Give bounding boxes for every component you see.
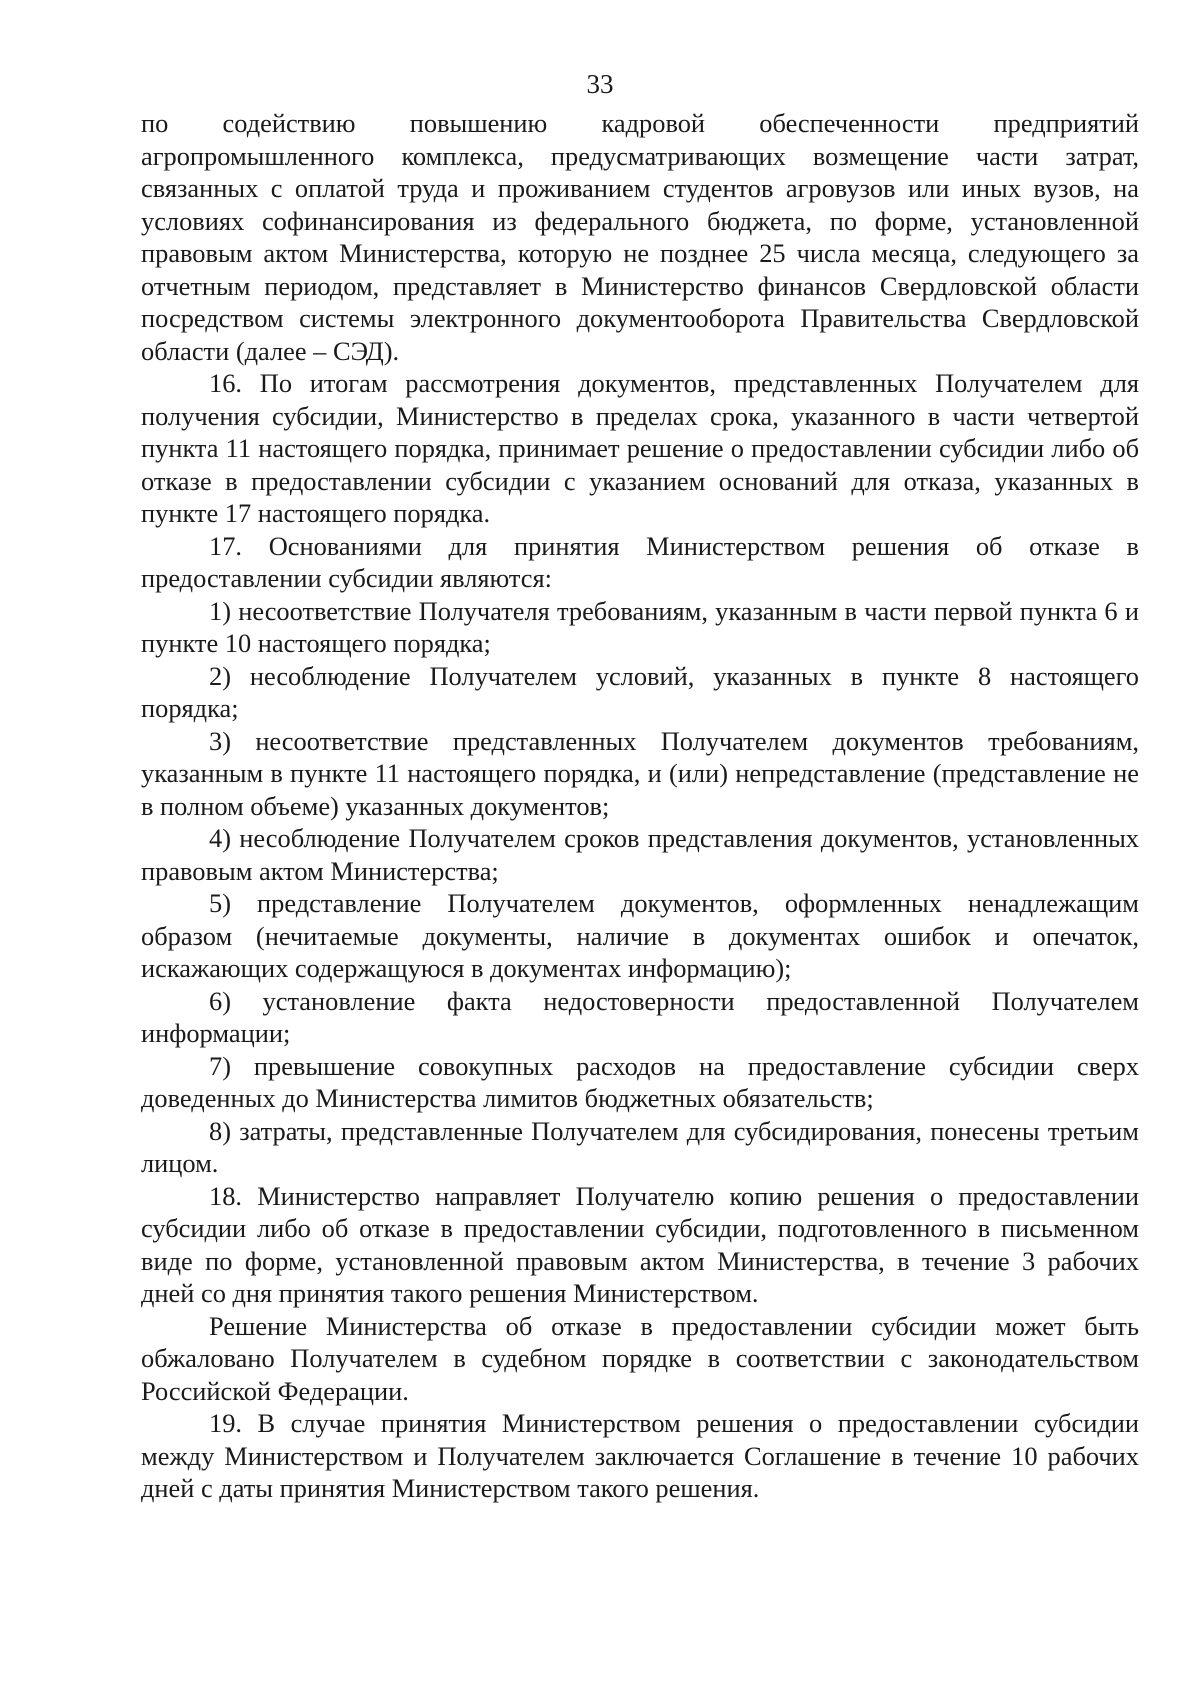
paragraph-clause-19: 19. В случае принятия Министерством решения о предоставлении субсидии между Министерством и Получателем заключается Соглашение в течение 10 рабочих дней с даты принятия Министерством такого решения.	[141, 1408, 1139, 1503]
paragraph-clause-17: 17. Основаниями для принятия Министерством решения об отказе в предоставлении субсидии являются:	[141, 530, 1139, 593]
list-item-8: 8) затраты, представленные Получателем для субсидирования, понесены третьим лицом.	[141, 1115, 1139, 1178]
paragraph-clause-16: 16. По итогам рассмотрения документов, представленных Получателем для получения субсидии, Министерство в пределах срока, указанного в части четвертой пункта 11 настоящего порядка, принимает решение о предоставлении субсидии либо об отказе в предоставлении субсидии с указанием оснований для отказа, указанных в пункте 17 настоящего порядка.	[141, 368, 1139, 528]
document-body	[141, 107, 1139, 1505]
paragraph-continuation: по содействию повышению кадровой обеспеченности предприятий агропромышленного комплекса, предусматривающих возмещение части затрат, связанных с оплатой труда и проживанием студентов агровузов или иных вузов, на условиях софинансирования из федерального бюджета, по форме, установленной правовым актом Министерства, которую не позднее 25 числа месяца, следующего за отчетным периодом, представляет в Министерство финансов Свердловской области посредством системы электронного документооборота Правительства Свердловской области (далее – СЭД).	[141, 108, 1139, 366]
list-item-1: 1) несоответствие Получателя требованиям, указанным в части первой пункта 6 и пункте 10 настоящего порядка;	[141, 595, 1139, 658]
page-number: 33	[586, 69, 614, 99]
list-item-7: 7) превышение совокупных расходов на предоставление субсидии сверх доведенных до Министерства лимитов бюджетных обязательств;	[141, 1050, 1139, 1113]
list-item-2: 2) несоблюдение Получателем условий, указанных в пункте 8 настоящего порядка;	[141, 660, 1139, 723]
list-item-6: 6) установление факта недостоверности предоставленной Получателем информации;	[141, 985, 1139, 1048]
paragraph-appeal: Решение Министерства об отказе в предоставлении субсидии может быть обжаловано Получателем в судебном порядке в соответствии с законодательством Российской Федерации.	[141, 1310, 1139, 1406]
paragraph-clause-18: 18. Министерство направляет Получателю копию решения о предоставлении субсидии либо об отказе в предоставлении субсидии, подготовленного в письменном виде по форме, установленной правовым актом Министерства, в течение 3 рабочих дней со дня принятия такого решения Министерством.	[141, 1180, 1139, 1308]
list-item-5: 5) представление Получателем документов, оформленных ненадлежащим образом (нечитаемые документы, наличие в документах ошибок и опечаток, искажающих содержащуюся в документах информацию);	[141, 888, 1139, 983]
list-item-4: 4) несоблюдение Получателем сроков представления документов, установленных правовым актом Министерства;	[141, 823, 1139, 886]
list-item-3: 3) несоответствие представленных Получателем документов требованиям, указанным в пункте 11 настоящего порядка, и (или) непредставление (представление не в полном объеме) указанных документов;	[141, 725, 1139, 821]
